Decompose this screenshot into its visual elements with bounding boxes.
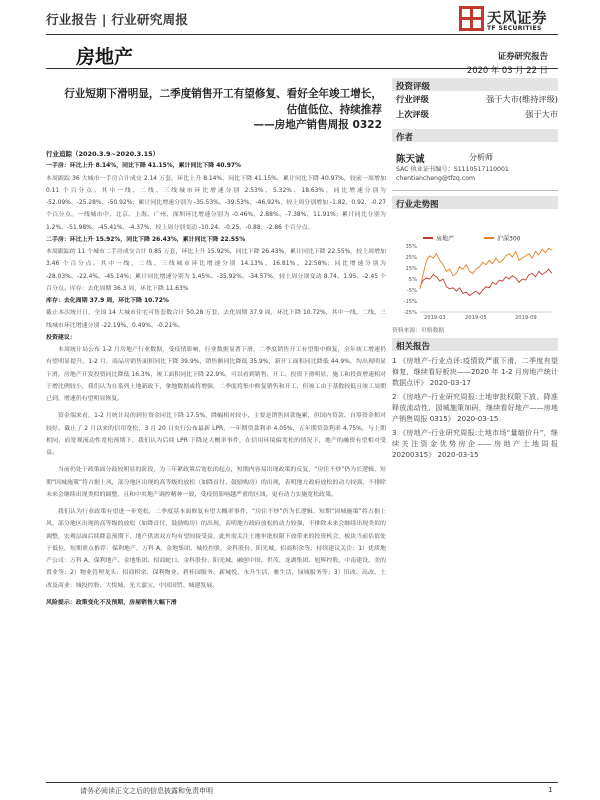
analyst-name: 陈天诚 (396, 154, 425, 165)
chart-source: 资料来源：贝格数据 (392, 328, 445, 334)
investment-heading: 投资建议： (46, 333, 76, 341)
headline-line-3: ——房地产销售周报 0322 (253, 119, 382, 131)
analyst-email[interactable]: chentiancheng@tfzq.com (396, 175, 476, 182)
series-line-csi300 (420, 248, 552, 289)
y-tick-label: 5% (408, 277, 417, 283)
related-section-header: 相关报告 (392, 338, 558, 351)
industry-rating-value: 强于大市(维持评级) (486, 94, 558, 104)
last-rating-value: 强于大市 (525, 109, 558, 119)
y-tick-label: -25% (403, 310, 417, 316)
second-hand-heading: 二手房：环比上升 15.92%，同比下降 26.43%，累计同比下降 22.55% (46, 235, 246, 243)
industry-rating-row (392, 94, 558, 106)
last-rating-label: 上次评级 (396, 109, 429, 119)
x-tick-label: 2019-03 (424, 315, 446, 321)
y-tick-label: -15% (403, 299, 417, 305)
inventory-heading: 库存：去化周期 37.9 周，环比下降 10.72% (46, 297, 169, 304)
author-section-header: 作者 (392, 129, 558, 142)
chart-legend (423, 235, 521, 243)
analyst-sac: SAC 执业证书编号：S1110517110001 (396, 166, 509, 173)
legend-csi300: 沪深300 (497, 235, 521, 243)
x-tick-label: 2019-09 (515, 315, 537, 321)
y-tick-label: 35% (405, 244, 417, 250)
new-house-heading: 一手房：环比上升 8.14%，同比下降 41.15%，累计同比下降 40.97% (46, 162, 242, 170)
footer-disclaimer: 请务必阅读正文之后的信息披露和免责申明 (80, 787, 213, 795)
rating-section-header: 投资评级 (392, 78, 558, 91)
footer-divider (46, 782, 558, 783)
analyst-role: 分析师 (469, 153, 493, 162)
page-title: 房地产 (76, 46, 134, 68)
author-divider (392, 190, 558, 191)
investment-paragraph-1: 本周统计局公布 1-2 月房地产行业数据，受疫情影响，行业数据显著下滑，二季度销售开工有望集中修复，全年竣工增速仍有望明显提升。1-2 月，商品房销售面积同比下降 39.9%，销售额同比降低 35.9%，新开工面积同比降低 44.9%，均出现明显下滑，房地产开发投资同比降低 16.3%，竣工面积同比下降 22.9%，可以看到销售、开工、投资下滑明显，施工和投资增速相对于增比例较小，我们认为在系列土地新政下，拿地数据或将增强，二季度将集中修复销售和开工，但竣工由于基数较低且竣工周期已到，增速仍有望明显恢复。 (46, 346, 386, 402)
y-tick-label: -5% (406, 288, 417, 294)
related-report-1[interactable]: 1 《房地产-行业点评:疫情致严重下滑，二季度有望修复，继续看好板块——2020 年 1-2 月房地产统计数据点评》 2020-03-17 (392, 356, 558, 387)
chart-series (420, 248, 552, 295)
investment-paragraph-2: 资金端来看，1-2 月统计局的到位资金同比下降 17.5%，降幅相对较小，主要是销售回款拖累，但国内贷款、自筹资金相对较好。截止了 2 月以来的信用宽松，3 月 20 日央行公布最新 LPR，一年期贷款利率 4.05%，五年期贷款利率 4.75%，与上期相同，而宽观流动性宽松预期下，我们认为后续 LPR 下降是大概率事件，在信用环境偏宽松的情况下，地产的融资有望相对受益。 (46, 412, 386, 456)
page-number: 1 (548, 786, 553, 794)
chart-section-header: 行业走势图 (392, 196, 558, 209)
legend-swatch-realestate (423, 237, 433, 239)
risk-warning: 风险提示：政策变化不及预期，房屋销售大幅下滑 (46, 598, 177, 606)
logo-cn: 天风证券 (487, 11, 547, 27)
industry-trend-chart (392, 232, 558, 322)
logo-mark-icon (459, 6, 484, 31)
report-category: 行业报告 | 行业研究周报 (46, 12, 189, 27)
headline-line-1: 行业短期下滑明显，二季度销售开工有望修复、看好全年竣工增长， (64, 88, 382, 100)
new-house-text: 本周跟踪 36 大城市一手房合计成交 2.14 万套，环比上升 8.14%，同比下降 41.15%，累计同比下降 40.97%，较前一周增加 0.11 个百分点。其中一线、二线、三线城市环比增速分别 2.53%、5.32%、18.63%，同比增速分别为 -52.09%、-25.28%、-50.92%；累计同比增速分别为 -35.53%、-39.53%、-46.92%，较上周分别增加 -1.82、0.92、-0.27 个百分点。一线城市中，北京、上海、广州、深圳环比增速分别为 -0.46%、2.88%、-7.38%、11.91%；累计同比分别为 1.2%、-51.98%、-45.41%、-4.37%，较上周分别变动 -10.24、-0.25、-0.88、-2.86 个百分点。 (46, 174, 386, 231)
y-tick-label: 15% (405, 266, 417, 272)
related-report-3[interactable]: 3 《房地产-行业研究周报:土地市场“量缩价升”，继续关注资金优势房企——房地产土地周报 20200315》 2020-03-15 (392, 428, 558, 459)
logo-en: TF SECURITIES (487, 25, 542, 32)
related-reports (392, 355, 558, 463)
y-tick-label: 25% (405, 255, 417, 261)
main-body (46, 148, 386, 609)
investment-paragraph-3: 当前仍处于政策面分歧较明显的阶段，为三年紧政策后宽松的起点，短期内容易出现政策的反复，“房住不炒”仍为长逻辑，短期“因城施策”将占据上风，部分地区出现的高等级的放松（如降首付、鼓励购房）的出现，表明地方政府放松的动力较强，不排除未来会继续出现类似的调整，且和中央地产调控精神一致，受疫情影响越严重的区域，更有动力实施宽松政策。 (46, 466, 386, 498)
report-type: 证券研究报告 (497, 51, 548, 61)
industry-rating-label: 行业评级 (396, 94, 429, 104)
second-hand-text: 本周跟踪的 11 个城市二手房成交合计 0.85 万套，环比上升 15.92%，同比下降 26.43%，累计同比下降 22.55%，较上周增加 3.46 个百分点。其中一线、二线、三线城市环比增速分别 14.13%、16.81%、22.58%；同比增速分别为 -28.03%、-22.4%、-45.14%；累计同比增速分别为 1.45%、-35.92%、-34.57%，较上周分别变动 8.74、1.95、-2.45 个百分点。库存：去化周期 36.3 周，环比下降 11.63% (46, 248, 386, 292)
report-date: 2020 年 03 月 22 日 (466, 65, 548, 75)
investment-paragraph-4: 我们认为行业政策有望进一步宽松，二季度基本面修复有望大概率事件，“房住不炒”仍为长逻辑，短期“因城施策”将占据上风，部分地区出现的高等级的放松（如降首付、鼓励购房）的出现，表明地方政府放松的动力较强，不排除未来会继续出现类似的调整，宏观层面后续降息预期下，地产供需双方均有望间接受益，此外需关注土地审批权限下放带来的投资机会，板块当前估值处于低位，短期重点推荐：保利地产，万科 A，金地集团，城投控股，金科股份，阳光城，招商积余等；持续建议关注：1）优质地产公司：万科 A、保利地产、金地集团、招商蛇口、金科股份、阳光城、融创中国、世茂、龙湖集团、旭辉控股、中南建设、美的置业等；2）物业管理龙头：招商积余、保利物业、碧桂园服务、新城悦、永升生活、雅生活、绿城服务等；3）旧改、高改、土改及商业：城投控股、大悦城、光大嘉宝、中国国贸、城建发展。 (46, 508, 386, 589)
tracking-heading: 行业追踪（2020.3.9~2020.3.15） (46, 150, 160, 158)
legend-realestate: 房地产 (436, 235, 455, 243)
company-logo (459, 6, 559, 36)
headline-line-2: 估值低位、持续推荐 (286, 103, 382, 116)
legend-swatch-csi300 (484, 237, 494, 239)
inventory-text: 截止本次统计日，全国 14 大城市住宅可售套数合计 50.28 万套，去化周期 37.9 周，环比下降 10.72%，其中一线、二线、三线城市环比增速分别 -22.19%、0.49%、-0.21%。 (46, 309, 386, 329)
last-rating-row (392, 109, 558, 121)
headline (46, 87, 382, 134)
series-line-realestate (420, 269, 552, 295)
x-tick-labels (420, 312, 552, 321)
y-tick-labels (404, 244, 417, 316)
x-tick-label: 2019-05 (465, 315, 487, 321)
related-report-2[interactable]: 2 《房地产-行业研究周报:土地审批权限下放、降准释放流动性、园城施策加码，继续看好地产——房地产销售周报 0315》 2020-03-15 (392, 392, 558, 423)
